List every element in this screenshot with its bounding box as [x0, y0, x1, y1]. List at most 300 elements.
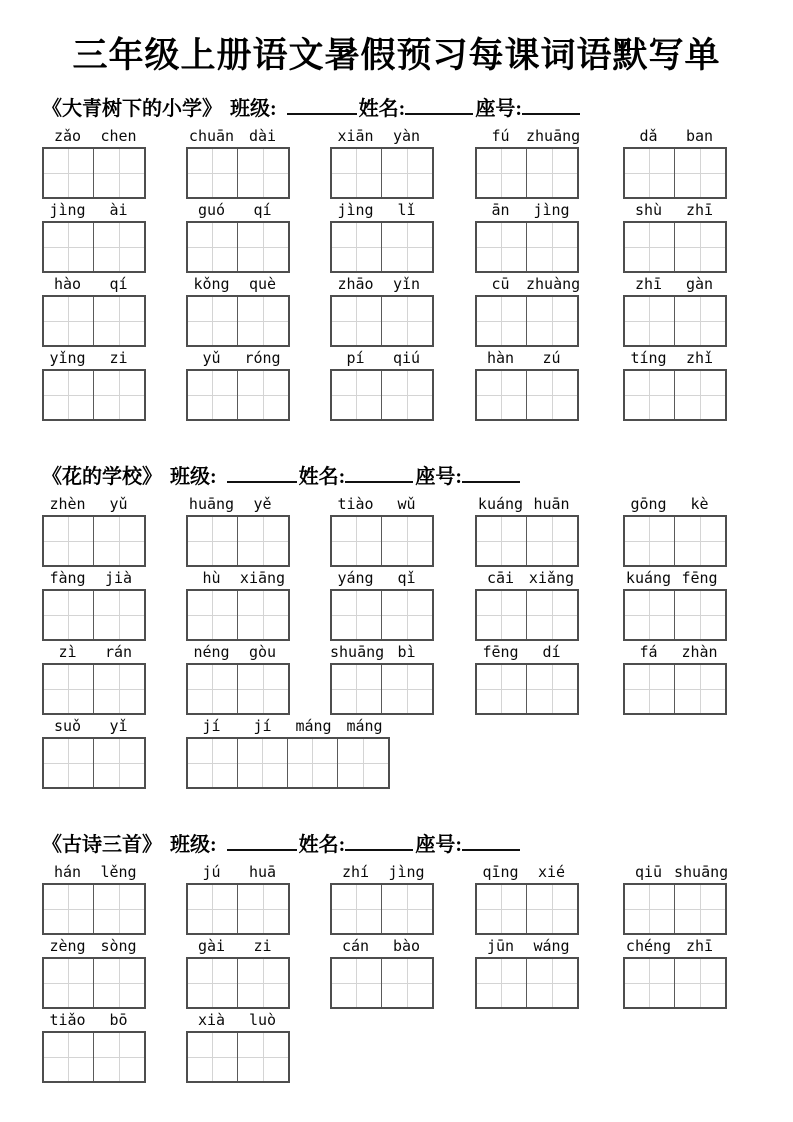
pinyin-syllable: huāng [188, 495, 235, 513]
writing-grid [475, 295, 579, 347]
pinyin-syllable: zi [253, 937, 272, 955]
grid-cell [527, 297, 577, 345]
grid-cell [382, 517, 432, 565]
writing-grid [330, 369, 434, 421]
pinyin-syllable: kuáng [625, 569, 672, 587]
word-block [42, 200, 146, 273]
word-block [475, 274, 579, 347]
grid-cell [477, 591, 527, 639]
word-block [42, 1010, 146, 1083]
grid-cell [527, 223, 577, 271]
word-block [42, 274, 146, 347]
pinyin-syllable: jìng [533, 201, 570, 219]
grid-cell [332, 591, 382, 639]
grid-cell [625, 223, 675, 271]
writing-grid [330, 515, 434, 567]
pinyin-syllable: fēng [482, 643, 519, 661]
writing-grid [186, 147, 290, 199]
word-block [330, 936, 434, 1009]
pinyin-syllable: zì [58, 643, 77, 661]
pinyin-row [475, 642, 579, 661]
pinyin-syllable: xiǎng [528, 569, 575, 587]
word-block [42, 568, 146, 641]
grid-cell [94, 739, 144, 787]
pinyin-syllable: zhuàng [526, 275, 581, 293]
word-block [475, 200, 579, 273]
grid-cell [188, 591, 238, 639]
name-blank [345, 468, 413, 483]
pinyin-syllable: dǎ [639, 127, 658, 145]
pinyin-syllable: wǔ [397, 495, 416, 513]
word-row [42, 126, 762, 200]
pinyin-syllable: hán [53, 863, 82, 881]
grid-cell [188, 665, 238, 713]
pinyin-row [186, 200, 290, 219]
writing-grid [330, 663, 434, 715]
pinyin-syllable: zhǐ [685, 349, 714, 367]
writing-grid [186, 737, 390, 789]
pinyin-syllable: bào [392, 937, 421, 955]
grid-cell [238, 297, 288, 345]
grid-cell [477, 297, 527, 345]
word-block [186, 348, 290, 421]
pinyin-syllable: shuāng [674, 863, 729, 881]
class-blank [227, 836, 297, 851]
word-block [475, 348, 579, 421]
pinyin-row [42, 126, 146, 145]
word-block [186, 642, 290, 715]
word-block [330, 494, 434, 567]
name-label: 姓名: [298, 834, 346, 856]
pinyin-syllable: xià [197, 1011, 226, 1029]
grid-cell [527, 371, 577, 419]
word-row [42, 642, 762, 716]
seat-blank [522, 100, 580, 115]
pinyin-row [623, 494, 727, 513]
writing-grid [42, 369, 146, 421]
pinyin-row [475, 126, 579, 145]
grid-cell [625, 297, 675, 345]
pinyin-syllable: jìng [388, 863, 425, 881]
sections-container [42, 96, 762, 1084]
pinyin-syllable: bì [397, 643, 416, 661]
word-block [186, 494, 290, 567]
grid-cell [238, 591, 288, 639]
pinyin-syllable: zhuāng [526, 127, 581, 145]
grid-cell [527, 959, 577, 1007]
grid-cell [675, 223, 725, 271]
grid-cell [44, 371, 94, 419]
word-block [42, 642, 146, 715]
section-header [42, 96, 762, 126]
word-block [623, 274, 727, 347]
grid-cell [238, 149, 288, 197]
lesson-section-1 [42, 96, 762, 422]
pinyin-syllable: zhàn [681, 643, 718, 661]
writing-grid [42, 221, 146, 273]
word-block [330, 568, 434, 641]
pinyin-syllable: gòu [248, 643, 277, 661]
pinyin-syllable: què [248, 275, 277, 293]
grid-cell [188, 885, 238, 933]
writing-grid [623, 957, 727, 1009]
pinyin-syllable: gàn [685, 275, 714, 293]
grid-cell [44, 517, 94, 565]
writing-grid [475, 589, 579, 641]
grid-cell [382, 223, 432, 271]
writing-grid [623, 515, 727, 567]
pinyin-syllable: cū [491, 275, 510, 293]
grid-cell [94, 297, 144, 345]
grid-cell [332, 297, 382, 345]
grid-cell [44, 149, 94, 197]
grid-cell [625, 885, 675, 933]
pinyin-syllable: fēng [681, 569, 718, 587]
writing-grid [475, 221, 579, 273]
grid-cell [188, 517, 238, 565]
class-label: 班级: [230, 98, 277, 120]
pinyin-row [42, 642, 146, 661]
grid-cell [675, 517, 725, 565]
pinyin-syllable: pí [346, 349, 365, 367]
pinyin-syllable: tiǎo [49, 1011, 86, 1029]
grid-cell [675, 959, 725, 1007]
pinyin-syllable: lěng [100, 863, 137, 881]
word-block [186, 716, 390, 789]
word-block [186, 1010, 290, 1083]
word-block [475, 642, 579, 715]
word-block [330, 126, 434, 199]
pinyin-syllable: fú [491, 127, 510, 145]
pinyin-syllable: bō [109, 1011, 128, 1029]
writing-grid [330, 589, 434, 641]
word-block [42, 716, 146, 789]
grid-cell [188, 149, 238, 197]
grid-cell [382, 297, 432, 345]
pinyin-syllable: guó [197, 201, 226, 219]
word-block [186, 862, 290, 935]
writing-grid [186, 295, 290, 347]
word-block [330, 348, 434, 421]
pinyin-syllable: zhí [341, 863, 370, 881]
pinyin-syllable: gōng [630, 495, 667, 513]
grid-cell [238, 223, 288, 271]
pinyin-row [330, 126, 434, 145]
pinyin-syllable: fàng [49, 569, 86, 587]
pinyin-syllable: zèng [49, 937, 86, 955]
writing-grid [186, 589, 290, 641]
pinyin-row [42, 348, 146, 367]
pinyin-syllable: yě [253, 495, 272, 513]
pinyin-row [42, 494, 146, 513]
word-block [623, 936, 727, 1009]
grid-cell [188, 1033, 238, 1081]
pinyin-row [330, 274, 434, 293]
grid-cell [238, 517, 288, 565]
word-row [42, 936, 762, 1010]
word-block [42, 494, 146, 567]
pinyin-row [186, 494, 290, 513]
pinyin-syllable: yàn [392, 127, 421, 145]
pinyin-syllable: yáng [337, 569, 374, 587]
pinyin-syllable: gài [197, 937, 226, 955]
pinyin-syllable: sòng [100, 937, 137, 955]
word-block [475, 126, 579, 199]
writing-grid [623, 883, 727, 935]
class-blank [227, 468, 297, 483]
pinyin-syllable: tiào [337, 495, 374, 513]
grid-cell [238, 885, 288, 933]
grid-cell [238, 1033, 288, 1081]
word-block [623, 642, 727, 715]
pinyin-row [623, 862, 727, 881]
writing-grid [475, 883, 579, 935]
word-block [186, 200, 290, 273]
writing-grid [330, 295, 434, 347]
writing-grid [623, 663, 727, 715]
writing-grid [42, 957, 146, 1009]
class-label: 班级: [170, 466, 217, 488]
grid-cell [188, 223, 238, 271]
word-block [42, 126, 146, 199]
word-block [623, 126, 727, 199]
pinyin-syllable: jìng [49, 201, 86, 219]
pinyin-syllable: fá [639, 643, 658, 661]
pinyin-row [475, 862, 579, 881]
pinyin-syllable: yǐ [109, 717, 128, 735]
writing-grid [623, 221, 727, 273]
pinyin-syllable: zhèn [49, 495, 86, 513]
pinyin-syllable: zhī [685, 201, 714, 219]
pinyin-row [186, 862, 290, 881]
word-block [42, 936, 146, 1009]
grid-cell [94, 149, 144, 197]
grid-cell [94, 371, 144, 419]
writing-grid [42, 663, 146, 715]
pinyin-syllable: chen [100, 127, 137, 145]
pinyin-row [330, 348, 434, 367]
grid-cell [675, 371, 725, 419]
word-block [623, 494, 727, 567]
grid-cell [382, 149, 432, 197]
pinyin-syllable: dài [248, 127, 277, 145]
grid-cell [527, 885, 577, 933]
grid-cell [625, 517, 675, 565]
grid-cell [625, 591, 675, 639]
lesson-section-3 [42, 832, 762, 1084]
section-header [42, 832, 762, 862]
word-block [623, 862, 727, 935]
pinyin-syllable: kǒng [193, 275, 230, 293]
word-block [330, 862, 434, 935]
word-row [42, 862, 762, 936]
word-row [42, 494, 762, 568]
writing-grid [42, 147, 146, 199]
pinyin-row [42, 568, 146, 587]
pinyin-syllable: zǎo [53, 127, 82, 145]
grid-cell [238, 959, 288, 1007]
pinyin-syllable: hù [202, 569, 221, 587]
grid-cell [44, 1033, 94, 1081]
pinyin-row [475, 494, 579, 513]
pinyin-row [475, 274, 579, 293]
pinyin-row [330, 642, 434, 661]
writing-grid [186, 1031, 290, 1083]
pinyin-row [186, 642, 290, 661]
pinyin-syllable: jú [202, 863, 221, 881]
seat-label: 座号: [415, 466, 463, 488]
pinyin-syllable: qiú [392, 349, 421, 367]
pinyin-syllable: yǐn [392, 275, 421, 293]
pinyin-row [330, 568, 434, 587]
pinyin-syllable: shù [634, 201, 663, 219]
pinyin-syllable: kè [690, 495, 709, 513]
word-block [330, 200, 434, 273]
word-block [42, 348, 146, 421]
grid-cell [94, 517, 144, 565]
pinyin-row [42, 862, 146, 881]
pinyin-syllable: kuáng [477, 495, 524, 513]
grid-cell [44, 591, 94, 639]
pinyin-row [623, 568, 727, 587]
word-row [42, 348, 762, 422]
grid-cell [94, 959, 144, 1007]
grid-cell [332, 665, 382, 713]
pinyin-row [186, 274, 290, 293]
grid-cell [527, 591, 577, 639]
grid-cell [332, 149, 382, 197]
writing-grid [475, 957, 579, 1009]
pinyin-row [475, 568, 579, 587]
word-block [475, 936, 579, 1009]
grid-cell [332, 517, 382, 565]
seat-blank [462, 836, 520, 851]
pinyin-syllable: luò [248, 1011, 277, 1029]
pinyin-syllable: róng [244, 349, 281, 367]
grid-cell [675, 885, 725, 933]
class-label: 班级: [170, 834, 217, 856]
grid-cell [382, 885, 432, 933]
pinyin-syllable: jí [202, 717, 221, 735]
writing-grid [475, 369, 579, 421]
pinyin-row [186, 716, 390, 735]
writing-grid [330, 221, 434, 273]
pinyin-syllable: huā [248, 863, 277, 881]
grid-cell [477, 517, 527, 565]
pinyin-row [475, 348, 579, 367]
grid-cell [238, 739, 288, 787]
grid-cell [188, 297, 238, 345]
word-block [475, 862, 579, 935]
word-block [623, 568, 727, 641]
writing-grid [475, 515, 579, 567]
grid-cell [94, 885, 144, 933]
pinyin-row [42, 1010, 146, 1029]
grid-cell [382, 371, 432, 419]
writing-grid [623, 295, 727, 347]
writing-grid [186, 883, 290, 935]
writing-grid [475, 663, 579, 715]
grid-cell [477, 885, 527, 933]
grid-cell [94, 591, 144, 639]
writing-grid [623, 589, 727, 641]
grid-cell [332, 223, 382, 271]
pinyin-row [186, 568, 290, 587]
grid-cell [675, 665, 725, 713]
grid-cell [188, 371, 238, 419]
grid-cell [94, 1033, 144, 1081]
pinyin-row [186, 348, 290, 367]
pinyin-syllable: xiān [337, 127, 374, 145]
pinyin-syllable: chuān [188, 127, 235, 145]
grid-cell [477, 959, 527, 1007]
pinyin-row [623, 274, 727, 293]
pinyin-row [186, 936, 290, 955]
pinyin-syllable: qiū [634, 863, 663, 881]
writing-grid [623, 147, 727, 199]
pinyin-syllable: jí [253, 717, 272, 735]
pinyin-syllable: yǐng [49, 349, 86, 367]
pinyin-syllable: cāi [486, 569, 515, 587]
lesson-title: 《大青树下的小学》 [42, 98, 222, 120]
grid-cell [477, 665, 527, 713]
writing-grid [42, 1031, 146, 1083]
grid-cell [238, 371, 288, 419]
lesson-section-2 [42, 464, 762, 790]
pinyin-syllable: qǐ [397, 569, 416, 587]
pinyin-syllable: yǔ [202, 349, 221, 367]
word-block [42, 862, 146, 935]
grid-cell [332, 371, 382, 419]
word-block [475, 494, 579, 567]
grid-cell [44, 739, 94, 787]
grid-cell [675, 591, 725, 639]
pinyin-row [475, 936, 579, 955]
pinyin-syllable: ài [109, 201, 128, 219]
pinyin-syllable: cán [341, 937, 370, 955]
section-header [42, 464, 762, 494]
grid-cell [332, 959, 382, 1007]
grid-cell [238, 665, 288, 713]
pinyin-syllable: ān [491, 201, 510, 219]
grid-cell [44, 223, 94, 271]
grid-cell [625, 959, 675, 1007]
grid-cell [477, 149, 527, 197]
writing-grid [330, 883, 434, 935]
word-block [475, 568, 579, 641]
writing-grid [186, 957, 290, 1009]
pinyin-syllable: xié [537, 863, 566, 881]
grid-cell [44, 959, 94, 1007]
word-block [330, 642, 434, 715]
pinyin-syllable: chéng [625, 937, 672, 955]
pinyin-row [42, 200, 146, 219]
writing-grid [42, 883, 146, 935]
writing-grid [330, 147, 434, 199]
pinyin-syllable: lǐ [397, 201, 416, 219]
pinyin-syllable: wáng [533, 937, 570, 955]
grid-cell [44, 885, 94, 933]
grid-cell [332, 885, 382, 933]
pinyin-syllable: jūn [486, 937, 515, 955]
word-row [42, 200, 762, 274]
writing-grid [186, 663, 290, 715]
word-block [623, 348, 727, 421]
name-label: 姓名: [358, 98, 406, 120]
grid-cell [382, 591, 432, 639]
pinyin-row [623, 126, 727, 145]
word-block [330, 274, 434, 347]
